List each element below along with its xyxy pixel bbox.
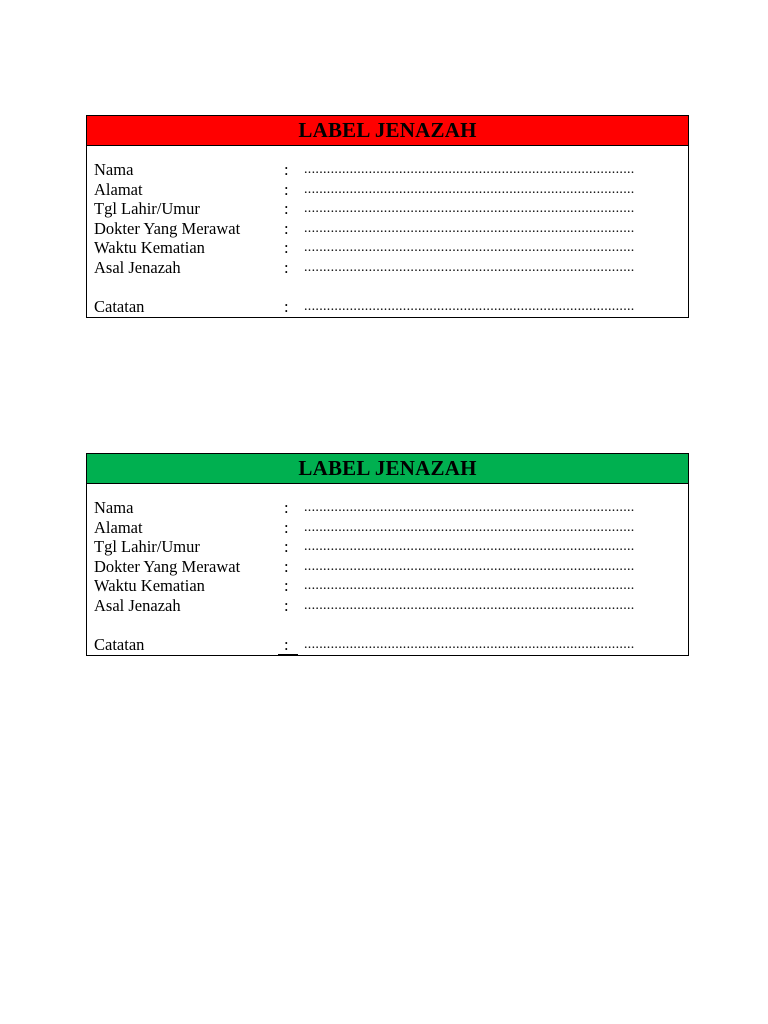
field-label-alamat: Alamat	[94, 517, 143, 537]
field-colon: :	[284, 498, 289, 517]
field-value-catatan[interactable]: .......................................................................................	[304, 636, 635, 652]
field-value-catatan[interactable]: .......................................................................................	[304, 298, 635, 314]
field-value-alamat[interactable]: .......................................................................................	[304, 181, 635, 197]
field-row-tgl-lahir-umur	[87, 537, 688, 557]
field-value-nama[interactable]: .......................................................................................	[304, 162, 635, 177]
field-label-asal-jenazah: Asal Jenazah	[94, 257, 181, 277]
label-title: LABEL JENAZAH	[298, 118, 477, 142]
field-colon: :	[284, 556, 289, 576]
field-row-alamat	[87, 180, 688, 200]
field-value-waktu-kematian[interactable]: .......................................................................................	[304, 240, 635, 256]
field-value-dokter-yang-merawat[interactable]: .......................................................................................	[304, 220, 635, 236]
field-row-dokter-yang-merawat	[87, 219, 688, 239]
field-label-catatan: Catatan	[94, 634, 145, 654]
field-colon: :	[284, 179, 289, 199]
field-label-tgl-lahir-umur: Tgl Lahir/Umur	[94, 537, 200, 557]
field-row-nama	[87, 498, 688, 518]
label-card-red	[86, 115, 689, 318]
field-value-asal-jenazah[interactable]: .......................................................................................	[304, 597, 635, 613]
field-value-tgl-lahir-umur[interactable]: .......................................................................................	[304, 539, 635, 555]
field-colon: :	[284, 218, 289, 238]
field-label-nama: Nama	[94, 160, 134, 179]
label-header-green	[87, 454, 688, 484]
field-colon: :	[284, 199, 289, 219]
field-row-asal-jenazah	[87, 596, 688, 616]
field-value-waktu-kematian[interactable]: .......................................................................................	[304, 578, 635, 594]
field-label-waktu-kematian: Waktu Kematian	[94, 576, 205, 596]
field-row-waktu-kematian	[87, 576, 688, 596]
field-label-tgl-lahir-umur: Tgl Lahir/Umur	[94, 199, 200, 219]
field-colon: :	[284, 537, 289, 557]
label-fields	[87, 484, 688, 654]
field-colon: :	[284, 238, 289, 258]
field-colon: :	[284, 595, 289, 615]
field-label-dokter-yang-merawat: Dokter Yang Merawat	[94, 556, 241, 576]
field-row-asal-jenazah	[87, 258, 688, 278]
field-label-nama: Nama	[94, 498, 134, 517]
field-value-nama[interactable]: .......................................................................................	[304, 500, 635, 515]
field-label-asal-jenazah: Asal Jenazah	[94, 595, 181, 615]
colon-underline	[278, 654, 298, 655]
field-value-alamat[interactable]: .......................................................................................	[304, 519, 635, 535]
field-colon: :	[284, 296, 289, 316]
field-value-asal-jenazah[interactable]: .......................................................................................	[304, 259, 635, 275]
field-value-dokter-yang-merawat[interactable]: .......................................................................................	[304, 558, 635, 574]
field-row-waktu-kematian	[87, 238, 688, 258]
field-colon: :	[284, 160, 289, 179]
field-value-tgl-lahir-umur[interactable]: .......................................................................................	[304, 201, 635, 217]
field-colon: :	[284, 634, 289, 654]
field-label-dokter-yang-merawat: Dokter Yang Merawat	[94, 218, 241, 238]
field-row-tgl-lahir-umur	[87, 199, 688, 219]
field-label-alamat: Alamat	[94, 179, 143, 199]
field-row-dokter-yang-merawat	[87, 557, 688, 577]
field-colon: :	[284, 576, 289, 596]
field-colon: :	[284, 517, 289, 537]
label-fields	[87, 146, 688, 316]
field-label-catatan: Catatan	[94, 296, 145, 316]
label-header-red	[87, 116, 688, 146]
field-row-catatan	[87, 635, 688, 655]
field-label-waktu-kematian: Waktu Kematian	[94, 238, 205, 258]
label-title: LABEL JENAZAH	[298, 456, 477, 480]
field-row-catatan	[87, 297, 688, 317]
field-colon: :	[284, 257, 289, 277]
field-row-alamat	[87, 518, 688, 538]
label-card-green	[86, 453, 689, 656]
field-row-nama	[87, 160, 688, 180]
